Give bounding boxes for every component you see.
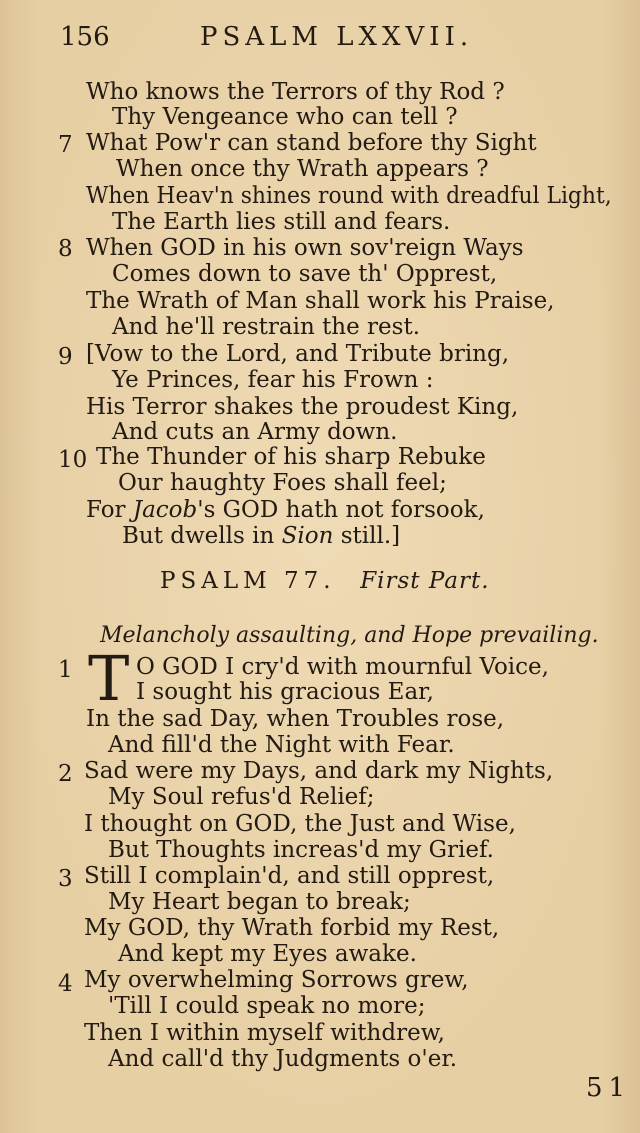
page-header xyxy=(0,22,640,58)
verse-line: Our haughty Foes shall feel; xyxy=(118,470,447,496)
verse-line: My GOD, thy Wrath forbid my Rest, xyxy=(84,915,500,941)
verse-line: The Thunder of his sharp Rebuke xyxy=(96,444,486,470)
page-number: 156 xyxy=(60,22,110,52)
italic-name: Jacob xyxy=(132,497,198,523)
italic-name: Sion xyxy=(281,523,334,549)
stanza-number: 8 xyxy=(58,236,73,262)
verse-line: Sad were my Days, and dark my Nights, xyxy=(84,758,554,784)
stanza-number: 9 xyxy=(58,344,73,370)
verse-line: Who knows the Terrors of thy Rod ? xyxy=(86,79,505,105)
verse-line: My Soul refus'd Relief; xyxy=(108,784,375,810)
text-run: still.] xyxy=(333,523,401,549)
drop-cap: T xyxy=(88,642,130,715)
verse-line: My overwhelming Sorrows grew, xyxy=(84,967,469,993)
stanza-number: 1 xyxy=(58,657,73,683)
verse-line: When Heav'n shines round with dreadful Light, xyxy=(86,183,612,209)
verse-line: The Wrath of Man shall work his Praise, xyxy=(86,288,555,314)
section-title xyxy=(160,568,490,594)
verse-line: What Pow'r can stand before thy Sight xyxy=(86,130,537,156)
verse-line: Still I complain'd, and still opprest, xyxy=(84,863,495,889)
verse-line: And he'll restrain the rest. xyxy=(112,314,421,340)
verse-line: O GOD I cry'd with mournful Voice, xyxy=(136,654,549,680)
verse-line: In the sad Day, when Troubles rose, xyxy=(86,706,505,732)
verse-line: And call'd thy Judgments o'er. xyxy=(108,1046,458,1072)
stanza-number: 2 xyxy=(58,761,73,787)
stanza-number: 3 xyxy=(58,866,73,892)
verse-line: Comes down to save th' Opprest, xyxy=(112,261,498,287)
verse-line: When GOD in his own sov'reign Ways xyxy=(86,235,524,261)
verse-line: [Vow to the Lord, and Tribute bring, xyxy=(86,341,510,367)
verse-line: 'Till I could speak no more; xyxy=(108,993,426,1019)
running-head: PSALM LXXVII. xyxy=(200,22,474,52)
verse-line: His Terror shakes the proudest King, xyxy=(86,394,519,420)
text-run: 's GOD hath not forsook, xyxy=(197,497,485,523)
stanza-number: 10 xyxy=(58,447,88,473)
stanza-number: 4 xyxy=(58,971,73,997)
verse-line: When once thy Wrath appears ? xyxy=(116,156,489,182)
verse-line: And cuts an Army down. xyxy=(112,419,398,445)
verse-line: And fill'd the Night with Fear. xyxy=(108,732,455,758)
text-run: But dwells in xyxy=(122,523,282,549)
part-label: First Part. xyxy=(360,568,490,594)
section-subtitle: Melancholy assaulting, and Hope prevailing. xyxy=(100,623,599,648)
signature-mark: 51 xyxy=(586,1073,632,1103)
verse-line: Then I within myself withdrew, xyxy=(84,1020,445,1046)
verse-line xyxy=(86,496,485,524)
verse-line: Thy Vengeance who can tell ? xyxy=(112,104,458,130)
text-run: For xyxy=(86,497,133,523)
verse-line xyxy=(122,522,400,550)
verse-line: I sought his gracious Ear, xyxy=(136,679,434,705)
verse-line: Ye Princes, fear his Frown : xyxy=(112,367,434,393)
verse-line: But Thoughts increas'd my Grief. xyxy=(108,837,494,863)
stanza-number: 7 xyxy=(58,132,73,158)
verse-line: My Heart began to break; xyxy=(108,889,411,915)
verse-line: The Earth lies still and fears. xyxy=(112,209,451,235)
verse-line: And kept my Eyes awake. xyxy=(118,941,417,967)
psalm-title: PSALM 77. xyxy=(160,568,336,594)
verse-line: I thought on GOD, the Just and Wise, xyxy=(84,811,516,837)
